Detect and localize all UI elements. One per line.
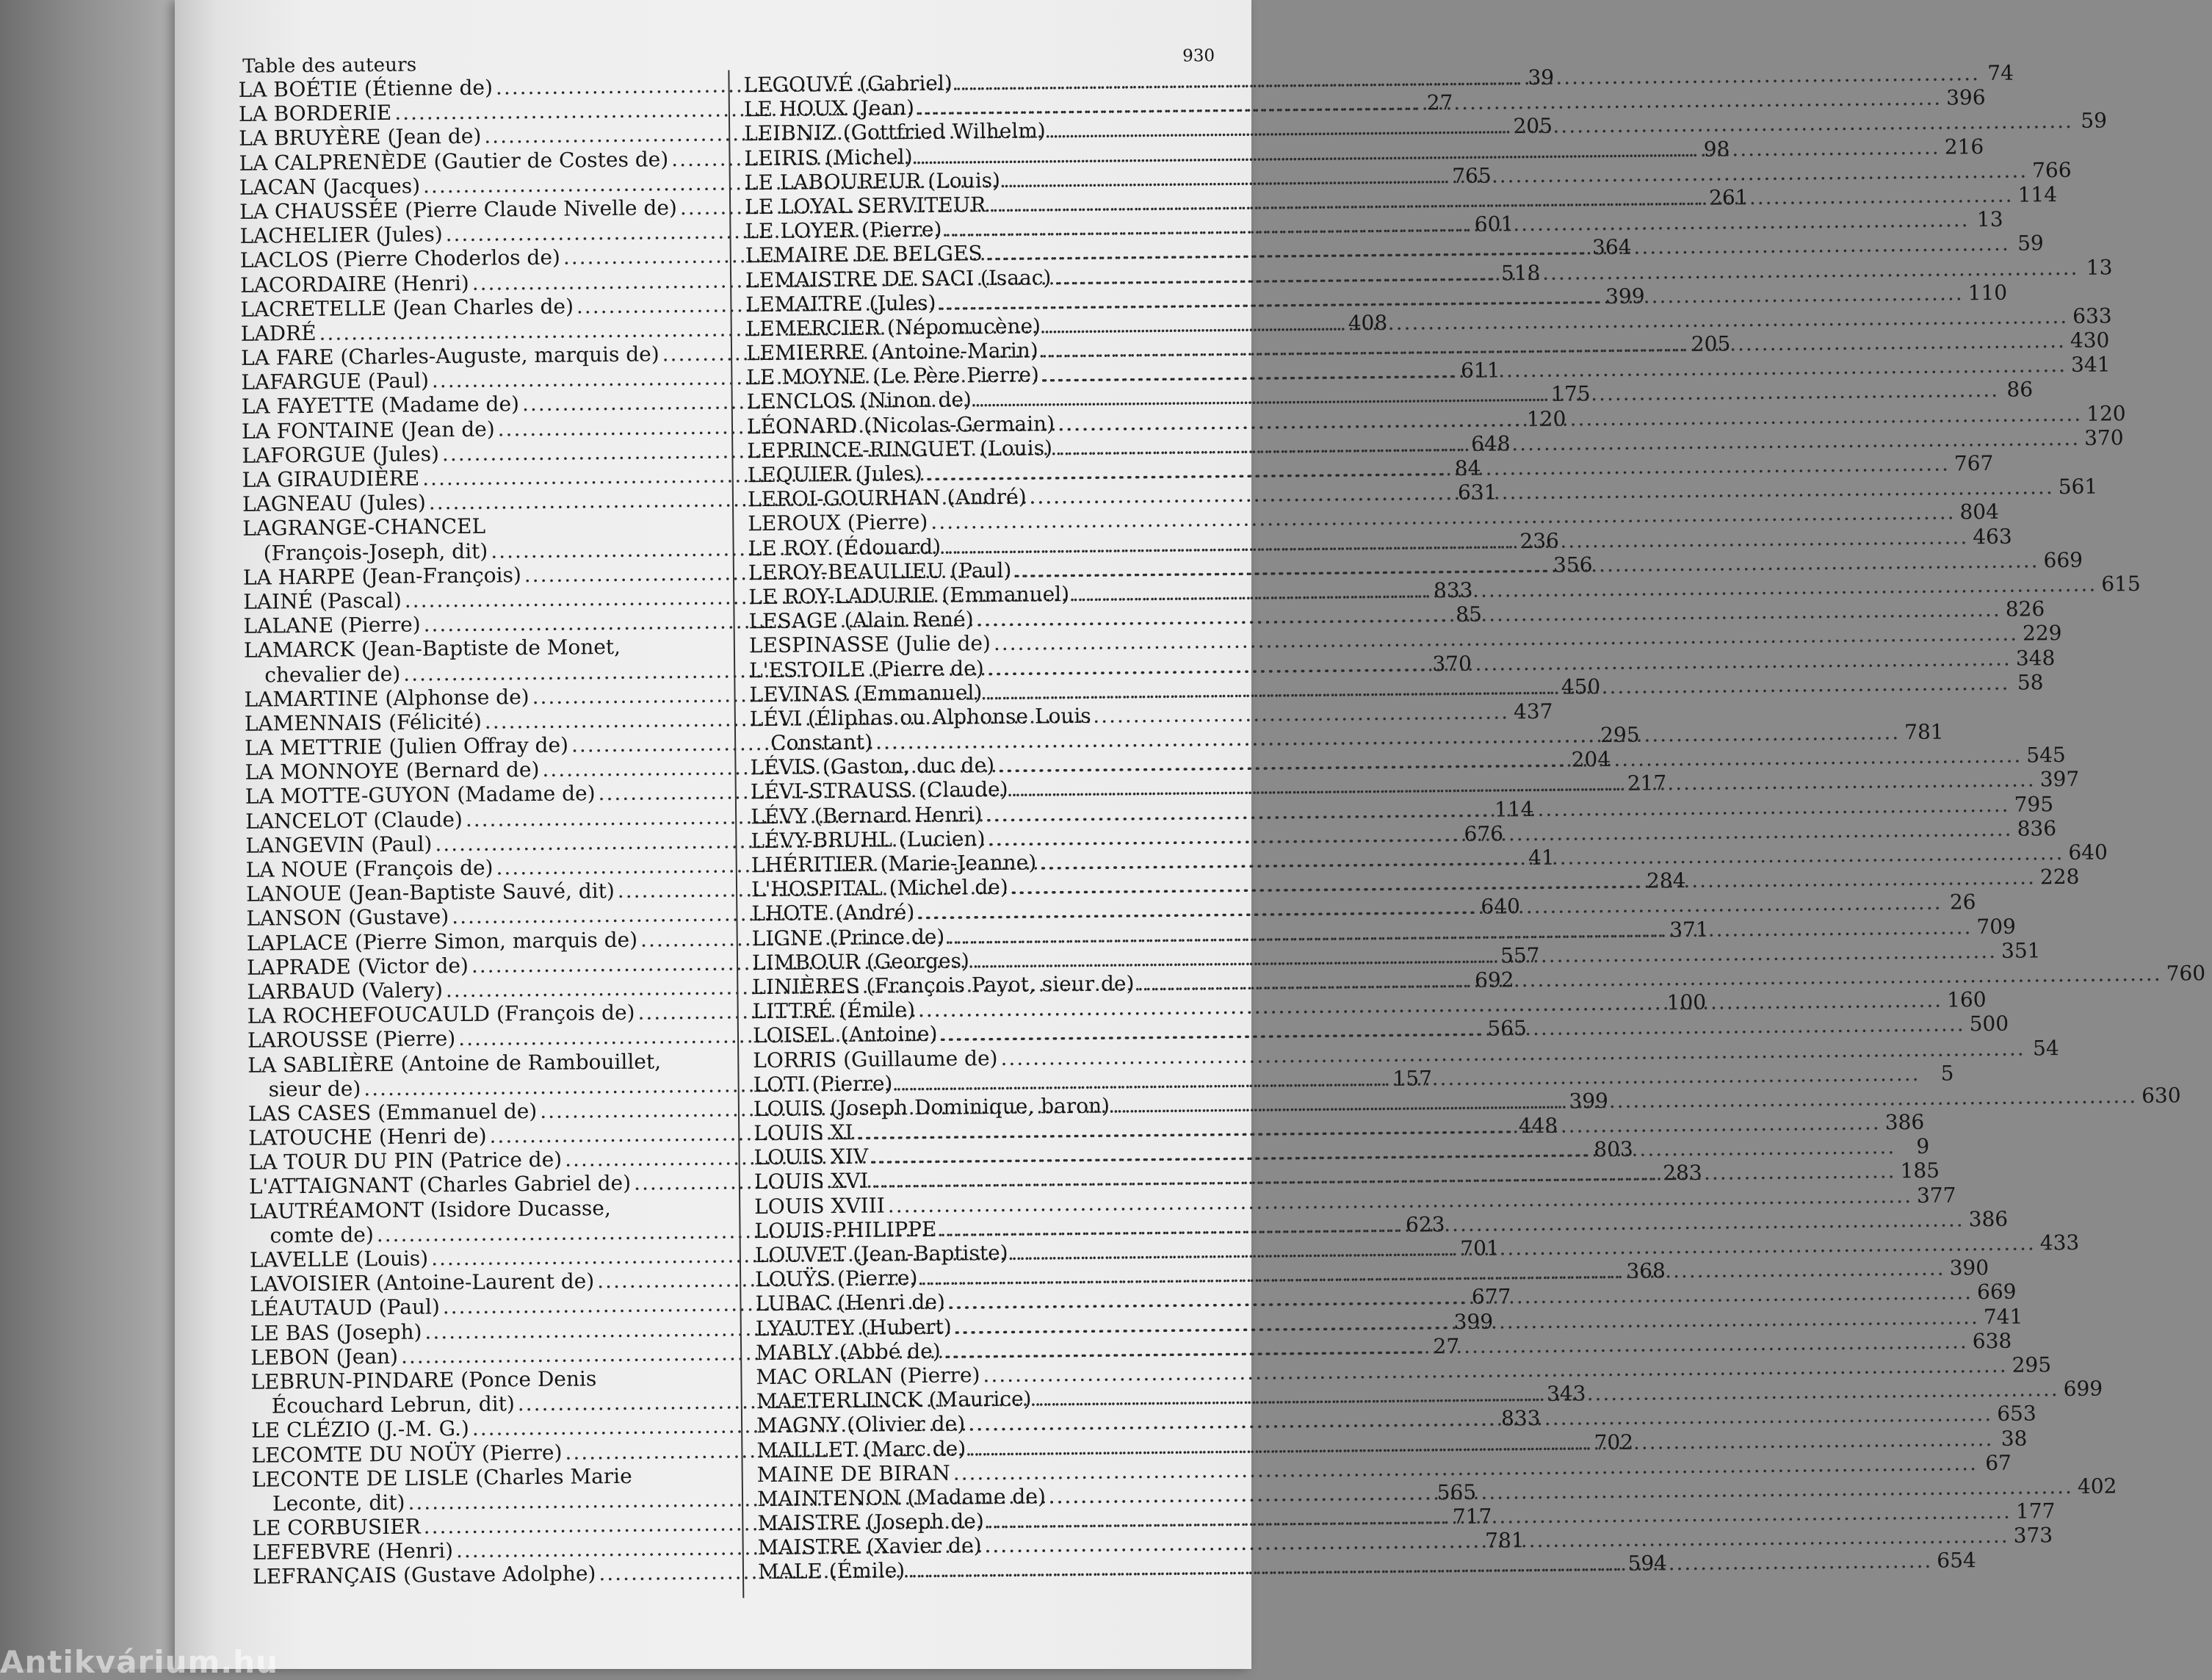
page-reference: 377 — [1916, 1183, 1956, 1208]
author-name: LEQUIER (Jules) — [747, 461, 922, 488]
author-name: LEBRUN-PINDARE (Ponce Denis — [250, 1366, 597, 1394]
author-name: LOUIS XVIII — [754, 1193, 885, 1219]
page-reference: 58 — [2017, 669, 2044, 695]
page-reference: 565 — [1487, 1016, 1528, 1041]
author-name: LAVOISIER (Antoine-Laurent de) — [250, 1269, 595, 1297]
page-reference: 408 — [1348, 310, 1388, 336]
author-name: LEVINAS (Emmanuel) — [749, 679, 983, 707]
author-name: L'ESTOILE (Pierre de) — [749, 655, 984, 682]
page-reference: 364 — [1591, 234, 1632, 260]
page-reference: 557 — [1500, 942, 1540, 968]
author-name: MAINTENON (Madame de) — [756, 1484, 1046, 1512]
author-name: LAVELLE (Louis) — [249, 1246, 429, 1272]
page-reference: 110 — [1967, 280, 2008, 305]
page-reference: 356 — [1553, 552, 1593, 577]
page-reference: 450 — [1561, 674, 1601, 699]
author-name: LE ROY (Édouard) — [748, 534, 941, 560]
page-reference: 38 — [2000, 1426, 2028, 1451]
page-reference: 804 — [1959, 500, 2000, 524]
page-reference: 676 — [1464, 821, 1504, 846]
page-reference: 204 — [1571, 747, 1611, 772]
page-reference: 59 — [2081, 108, 2108, 134]
page-reference: 699 — [2063, 1376, 2103, 1402]
page-reference: 100 — [1666, 989, 1707, 1015]
page-reference: 669 — [1976, 1280, 2017, 1305]
watermark: Antikvárium.hu — [0, 1644, 279, 1680]
page-reference: 836 — [2017, 815, 2057, 841]
author-name: LA ROCHEFOUCAULD (François de) — [247, 1000, 635, 1028]
page-reference: 399 — [1569, 1088, 1609, 1114]
author-name: MAC ORLAN (Pierre) — [756, 1363, 980, 1390]
author-name: MAINE DE BIRAN — [756, 1460, 950, 1487]
author-name: LE HOUX (Jean) — [743, 95, 915, 122]
page-reference: 631 — [1457, 480, 1497, 505]
page-reference: 27 — [1433, 1333, 1460, 1359]
author-name: LE CORBUSIER — [252, 1514, 421, 1540]
author-name: LAMENNAIS (Félicité) — [244, 709, 482, 736]
author-name: LA MOTTE-GUYON (Madame de) — [245, 781, 596, 810]
page-reference: 295 — [1600, 722, 1640, 748]
page-reference: 692 — [1474, 967, 1514, 992]
page-reference: 185 — [1900, 1158, 1940, 1183]
author-name: LAUTRÉAMONT (Isidore Ducasse, — [249, 1195, 611, 1224]
author-name: LOUIS-PHILIPPE — [754, 1216, 937, 1243]
author-name-continued: Écouchard Lebrun, dit) — [271, 1391, 515, 1418]
author-name: MALE (Émile) — [757, 1558, 906, 1585]
author-name: LOUIS XIV — [753, 1144, 869, 1170]
author-name: LA FONTAINE (Jean de) — [241, 417, 495, 444]
author-name: LAGNEAU (Jules) — [242, 490, 426, 517]
page-reference: 160 — [1946, 987, 1987, 1012]
page-reference: 9 — [1916, 1134, 1930, 1159]
page-reference: 833 — [1500, 1406, 1541, 1431]
author-name: LE LOYAL SERVITEUR — [744, 192, 986, 220]
author-name: LITTRÉ (Émile) — [752, 998, 916, 1024]
author-name: LEMIERRE (Antoine-Marin) — [745, 338, 1038, 366]
page-reference: 370 — [2083, 425, 2124, 450]
author-name: LEPRINCE-RINGUET (Louis) — [747, 436, 1053, 464]
page-reference: 594 — [1627, 1551, 1668, 1576]
page-reference: 229 — [2022, 621, 2062, 646]
author-name: LÉVY-BRUHL (Lucien) — [751, 826, 986, 854]
author-name: MAETERLINCK (Maurice) — [756, 1386, 1032, 1414]
page-reference: 741 — [1983, 1304, 2023, 1329]
author-name: LÉAUTAUD (Paul) — [250, 1294, 440, 1322]
author-name: MAISTRE (Xavier de) — [757, 1533, 982, 1560]
page-reference: 236 — [1519, 528, 1560, 553]
page-reference: 84 — [1454, 455, 1481, 480]
author-name: LEFEBVRE (Henri) — [252, 1538, 454, 1565]
author-name: LE CLÉZIO (J.-M. G.) — [250, 1416, 470, 1443]
author-name: LÉVI-STRAUSS (Claude) — [750, 777, 1008, 804]
author-name: LA TOUR DU PIN (Patrice de) — [248, 1147, 563, 1175]
author-name: LALANE (Pierre) — [243, 612, 421, 638]
page-content — [167, 0, 2206, 1674]
author-name: LACORDAIRE (Henri) — [239, 270, 469, 298]
page-reference: 368 — [1626, 1258, 1666, 1283]
author-name: LA SABLIÈRE (Antoine de Rambouillet, — [247, 1048, 662, 1078]
author-name: LIGNE (Prince de) — [751, 924, 945, 951]
page-reference: 402 — [2077, 1474, 2117, 1499]
author-name: LIMBOUR (Georges) — [751, 948, 970, 975]
author-name: LOTI (Pierre) — [753, 1071, 893, 1097]
page-reference: 216 — [1944, 134, 1984, 159]
author-name: LAMARTINE (Alphonse de) — [244, 684, 529, 712]
page-reference: 565 — [1436, 1479, 1477, 1505]
author-name: L'HOSPITAL (Michel de) — [751, 875, 1008, 902]
page-reference: 205 — [1513, 114, 1553, 139]
page-reference: 654 — [1937, 1548, 1976, 1573]
author-name: LE LABOUREUR (Louis) — [744, 167, 1001, 195]
page-reference: 701 — [1460, 1236, 1500, 1261]
author-name: LANSON (Gustave) — [246, 904, 449, 931]
page-reference: 371 — [1669, 917, 1709, 942]
author-name: LA GIRAUDIÈRE — [242, 466, 420, 492]
author-name: LOISEL (Antoine) — [752, 1022, 938, 1048]
page-reference: 399 — [1453, 1309, 1494, 1334]
page-reference: 760 — [2166, 961, 2206, 986]
page-reference: 518 — [1500, 260, 1541, 285]
page-reference: 59 — [2017, 231, 2044, 256]
page-reference: 437 — [1513, 699, 1553, 724]
author-name: LAS CASES (Emmanuel de) — [247, 1098, 538, 1126]
page-reference: 39 — [1528, 65, 1555, 90]
page-reference: 833 — [1433, 577, 1473, 603]
page-reference: 13 — [1976, 206, 2003, 232]
page-reference: 390 — [1949, 1255, 1989, 1280]
author-name: LORRIS (Guillaume de) — [753, 1045, 998, 1072]
page-reference: 386 — [1968, 1206, 2009, 1232]
page-reference: 781 — [1904, 719, 1944, 745]
author-name: LINIÈRES (François Payot, sieur de) — [752, 971, 1135, 1000]
author-name: LAGRANGE-CHANCEL — [242, 514, 486, 541]
author-name: LA NOUE (François de) — [245, 855, 494, 882]
author-name: LEMAITRE (Jules) — [745, 290, 936, 317]
author-name: LESAGE (Alain René) — [748, 607, 974, 634]
author-name: LA FARE (Charles-Auguste, marquis de) — [240, 342, 659, 370]
author-name: LACHELIER (Jules) — [239, 222, 443, 248]
page-reference: 433 — [2039, 1230, 2080, 1255]
page-reference: 351 — [2000, 938, 2041, 963]
author-name: LOUIS XI — [753, 1120, 853, 1146]
author-name: LOUIS (Joseph Dominique, baron) — [753, 1093, 1110, 1122]
author-name: MABLY (Abbé de) — [755, 1338, 941, 1365]
page-reference: 630 — [2141, 1083, 2181, 1108]
page-reference: 615 — [2101, 571, 2141, 596]
page-reference: 114 — [1494, 796, 1534, 822]
page-edge-shadow — [0, 0, 184, 1669]
page-reference: 803 — [1594, 1136, 1633, 1162]
running-head: Table des auteurs — [242, 54, 417, 78]
page-reference: 397 — [2039, 767, 2080, 792]
page-reference: 648 — [1470, 431, 1511, 456]
author-name: LANCELOT (Claude) — [245, 807, 463, 834]
page-reference: 283 — [1663, 1161, 1702, 1186]
author-name: LARBAUD (Valery) — [247, 978, 444, 1004]
author-name: LAROUSSE (Pierre) — [247, 1026, 456, 1053]
author-name: LYAUTEY (Hubert) — [755, 1314, 952, 1341]
author-name: LEROUX (Pierre) — [748, 510, 928, 536]
page-reference: 765 — [1452, 163, 1492, 188]
page-reference: 13 — [2086, 254, 2113, 280]
page-reference: 396 — [1945, 85, 1986, 110]
author-name: LÉVI (Éliphas ou Alphonse Louis — [749, 703, 1091, 732]
page-reference: 54 — [2032, 1035, 2059, 1060]
page-reference: 561 — [2058, 474, 2098, 500]
page-reference: 120 — [2086, 400, 2126, 426]
page-reference: 386 — [1884, 1109, 1925, 1135]
author-name: LENCLOS (Ninon de) — [746, 387, 972, 414]
page-reference: 120 — [1526, 406, 1566, 431]
author-name: LAFORGUE (Jules) — [242, 441, 440, 468]
author-name: LANGEVIN (Paul) — [245, 832, 433, 858]
page-reference: 26 — [1949, 890, 1976, 915]
page-reference: 640 — [2068, 840, 2108, 865]
page-reference: 766 — [2031, 157, 2072, 183]
page-reference: 767 — [1953, 450, 1994, 476]
page-reference: 611 — [1460, 358, 1500, 383]
author-name-continued: comte de) — [270, 1222, 374, 1248]
author-name: MAISTRE (Joseph de) — [757, 1509, 984, 1536]
page-reference: 348 — [2015, 645, 2056, 671]
page-reference: 795 — [2014, 791, 2054, 817]
page-reference: 27 — [1426, 90, 1453, 115]
author-name: LEIBNIZ (Gottfried Wilhelm) — [744, 118, 1046, 146]
author-name: LUBAC (Henri de) — [755, 1290, 946, 1316]
page-reference: 114 — [2017, 182, 2058, 207]
author-name: LHOTE (André) — [751, 900, 915, 926]
page-reference: 545 — [2026, 743, 2066, 768]
page-reference: 261 — [1708, 185, 1749, 210]
page-reference: 205 — [1691, 331, 1731, 356]
author-name: LA CALPRENÈDE (Gautier de Costes de) — [239, 146, 669, 176]
page-reference: 677 — [1471, 1284, 1511, 1310]
page-reference: 41 — [1528, 845, 1555, 870]
author-name: LANOUE (Jean-Baptiste Sauvé, dit) — [245, 879, 615, 906]
book-page — [175, 0, 2206, 1669]
author-name: LA FAYETTE (Madame de) — [241, 392, 520, 419]
author-name: LADRÉ — [240, 320, 317, 346]
author-name: LEROI-GOURHAN (André) — [747, 484, 1027, 512]
page-reference: 157 — [1392, 1065, 1433, 1091]
page-reference: 5 — [1940, 1061, 1954, 1086]
page-reference: 373 — [2013, 1523, 2053, 1548]
author-name: LEMAIRE DE BELGES — [745, 241, 983, 268]
author-name: LEGOUVÉ (Gabriel) — [743, 71, 953, 98]
page-reference: 85 — [1456, 602, 1482, 627]
page-reference: 448 — [1518, 1113, 1558, 1139]
page-reference: 284 — [1646, 868, 1686, 893]
page-reference: 500 — [1969, 1012, 2009, 1037]
page-reference: 343 — [1546, 1381, 1586, 1406]
page-reference: 463 — [1973, 524, 2012, 549]
author-name: MAILLET (Marc de) — [756, 1435, 966, 1463]
page-reference: 86 — [2006, 377, 2034, 403]
page-reference: 601 — [1474, 212, 1514, 237]
author-name: LOUŸS (Pierre) — [755, 1266, 918, 1292]
author-name: LACRETELLE (Jean Charles de) — [240, 294, 574, 322]
author-name-continued: (François-Joseph, dit) — [263, 538, 488, 566]
author-name: LE LOYER (Pierre) — [745, 217, 942, 244]
page-number: 930 — [1182, 46, 1215, 66]
author-name: LAPLACE (Pierre Simon, marquis de) — [246, 927, 638, 956]
author-name: LAFARGUE (Paul) — [241, 368, 430, 395]
author-name: LA METTRIE (Julien Offray de) — [245, 732, 569, 760]
author-name: LA MONNOYE (Bernard de) — [245, 757, 540, 785]
author-name-continued: chevalier de) — [264, 661, 401, 688]
page-reference: 623 — [1405, 1211, 1445, 1237]
page-reference: 370 — [1432, 651, 1472, 676]
page-reference: 341 — [2070, 352, 2111, 378]
author-name: LEBON (Jean) — [250, 1344, 399, 1370]
author-name: LEIRIS (Michel) — [744, 144, 913, 170]
author-name-continued: Constant) — [770, 729, 873, 755]
page-reference: 709 — [1976, 914, 2017, 939]
author-name: LOUVET (Jean-Baptiste) — [754, 1240, 1008, 1268]
page-reference: 67 — [1985, 1450, 2012, 1475]
author-name: LECOMTE DU NOÜY (Pierre) — [251, 1440, 563, 1468]
page-reference: 638 — [1972, 1328, 2012, 1354]
author-name: LEMERCIER (Népomucène) — [745, 314, 1041, 342]
page-reference: 640 — [1481, 894, 1521, 920]
page-reference: 781 — [1485, 1528, 1525, 1553]
author-name: LA BORDERIE — [238, 101, 392, 127]
author-name: LÉONARD (Nicolas-Germain) — [746, 411, 1055, 439]
author-name: LA BRUYÈRE (Jean de) — [239, 124, 482, 151]
author-name: LAINÉ (Pascal) — [243, 588, 402, 614]
author-name: LACAN (Jacques) — [239, 173, 421, 200]
author-name-continued: sieur de) — [268, 1075, 361, 1102]
author-name: LAMARCK (Jean-Baptiste de Monet, — [243, 635, 621, 663]
author-name: LECONTE DE LISLE (Charles Marie — [251, 1463, 632, 1492]
page-reference: 717 — [1452, 1504, 1492, 1529]
page-reference: 826 — [2005, 596, 2045, 621]
page-reference: 669 — [2043, 547, 2083, 573]
author-name: LOUIS XVI — [753, 1169, 869, 1194]
page-reference: 653 — [1997, 1401, 2036, 1427]
author-name: LESPINASSE (Julie de) — [748, 631, 991, 658]
author-name: LA BOÉTIE (Étienne de) — [238, 75, 494, 102]
page-reference: 399 — [1605, 284, 1645, 309]
author-name: LACLOS (Pierre Choderlos de) — [239, 245, 561, 273]
author-name: LHÉRITIER (Marie-Jeanne) — [751, 850, 1037, 878]
author-name: LA HARPE (Jean-François) — [242, 562, 521, 590]
page-reference: 217 — [1627, 771, 1667, 796]
author-name: LAPRADE (Victor de) — [246, 953, 469, 980]
author-name: LA CHAUSSÉE (Pierre Claude Nivelle de) — [239, 195, 678, 224]
author-name: LÉVIS (Gaston, duc de) — [750, 753, 995, 780]
page-reference: 295 — [2012, 1352, 2052, 1377]
author-name: LE MOYNE (Le Père Pierre) — [746, 362, 1040, 390]
author-name: LATOUCHE (Henri de) — [248, 1123, 487, 1150]
author-name: L'ATTAIGNANT (Charles Gabriel de) — [248, 1171, 632, 1200]
author-name: LÉVY (Bernard Henri) — [750, 801, 983, 829]
page-reference: 177 — [2015, 1499, 2056, 1524]
author-name: LE BAS (Joseph) — [250, 1319, 422, 1346]
author-name: MAGNY (Olivier de) — [756, 1411, 966, 1438]
author-name: LEROY-BEAULIEU (Paul) — [748, 558, 1012, 585]
page-reference: 175 — [1551, 381, 1591, 407]
page-reference: 98 — [1703, 136, 1730, 162]
page-reference: 228 — [2039, 865, 2080, 890]
page-reference: 74 — [1987, 60, 2014, 85]
author-name: LE ROY-LADURIE (Emmanuel) — [748, 581, 1070, 610]
author-name: LEMAISTRE DE SACI (Isaac) — [745, 264, 1052, 292]
page-reference: 430 — [2070, 328, 2110, 353]
page-reference: 702 — [1594, 1430, 1634, 1454]
page-reference: 633 — [2072, 303, 2112, 328]
author-name-continued: Leconte, dit) — [272, 1490, 405, 1516]
author-name: LEFRANÇAIS (Gustave Adolphe) — [252, 1561, 596, 1590]
